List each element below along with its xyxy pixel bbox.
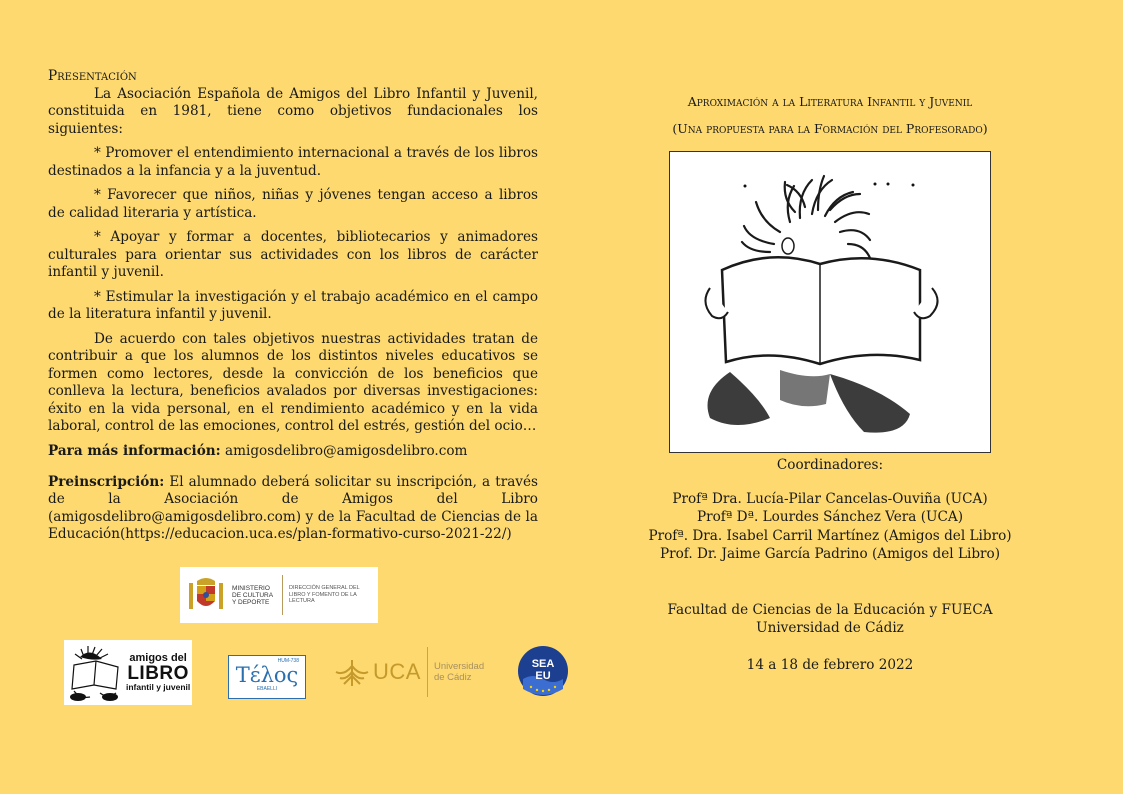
presentation-section	[48, 68, 538, 557]
coordinator-3: Profª. Dra. Isabel Carril Martínez (Amigos del Libro)	[648, 527, 1012, 544]
child-reading-drawing	[670, 152, 990, 452]
coordinators-list	[590, 490, 1070, 563]
telos-logo	[228, 655, 306, 699]
uca-univ-line1: Universidad	[433, 661, 485, 672]
amigos-line3: infantil y juvenil	[126, 682, 191, 693]
ministerio-direccion: DIRECCIÓN GENERAL DEL LIBRO Y FOMENTO DE LA LECTURA	[289, 585, 360, 605]
info-line	[48, 443, 538, 461]
organizer-section	[590, 602, 1070, 637]
amigos-line1: amigos del	[129, 652, 187, 665]
uca-university-name	[434, 661, 484, 683]
course-dates: 14 a 18 de febrero 2022	[746, 657, 914, 673]
ministerio-separator	[282, 575, 283, 615]
sea-eu-logo	[517, 645, 569, 697]
child-reading-illustration	[669, 151, 991, 453]
info-label: Para más información:	[48, 442, 221, 459]
coordinator-4: Prof. Dr. Jaime García Padrino (Amigos del Libro)	[659, 545, 1001, 562]
course-subtitle: (Una propuesta para la Formación del Profesorado)	[672, 121, 988, 136]
ministerio-logo	[180, 567, 378, 623]
amigos-line2: LIBRO	[127, 663, 189, 685]
open-book	[722, 257, 920, 364]
hair-strokes	[742, 176, 870, 258]
legs-and-shoes	[708, 370, 911, 433]
uca-univ-line2: de Cádiz	[433, 672, 472, 683]
coordinator-2: Profª Dª. Lourdes Sánchez Vera (UCA)	[696, 509, 964, 526]
child-reading-icon	[66, 643, 124, 703]
uca-wordmark: UCA	[373, 659, 421, 684]
coordinator-1: Profª Dra. Lucía-Pilar Cancelas-Ouviña (UCA)	[672, 491, 988, 508]
spain-coat-of-arms-icon	[186, 575, 226, 615]
course-title: Aproximación a la Literatura Infantil y Juvenil	[687, 94, 973, 109]
coordinators-label: Coordinadores:	[776, 457, 884, 473]
objective-4: * Estimular la investigación y el trabajo académico en el campo de la literatura infantil y juvenil.	[48, 288, 538, 322]
telos-sub: EBAELLI	[256, 686, 278, 692]
objective-1: * Promover el entendimiento internacional a través de los libros destinados a la infancia y a la juventud.	[48, 145, 538, 179]
telos-name: Τέλος	[235, 663, 299, 687]
objective-2: * Favorecer que niños, niñas y jóvenes tengan acceso a libros de calidad literaria y artística.	[48, 187, 538, 221]
amigos-del-libro-logo	[64, 640, 192, 705]
objective-3: * Apoyar y formar a docentes, bibliotecarios y animadores culturales para orientar sus actividades con los libros de carácter infantil y juvenil.	[48, 229, 538, 280]
preinscription-paragraph	[48, 474, 538, 544]
ministerio-name: MINISTERIO DE CULTURA Y DEPORTE	[232, 584, 273, 606]
sea-eu-line1: SEA	[531, 658, 555, 670]
intro-paragraph: La Asociación Española de Amigos del Libro Infantil y Juvenil, constituida en 1981, tiene como objetivos fundacionales los siguientes:	[48, 85, 538, 137]
telos-code: HUM-738	[277, 658, 299, 664]
uca-logo	[334, 644, 504, 700]
presentation-heading: Presentación	[48, 68, 137, 84]
universidad-name: Universidad de Cádiz	[756, 619, 904, 636]
amigos-wordmark	[126, 653, 190, 692]
uca-emblem-icon	[334, 656, 370, 688]
ear	[782, 238, 794, 254]
uca-separator	[427, 647, 428, 697]
preinscription-text: El alumnado deberá solicitar su inscripción, a través de la Asociación de Amigos del Libro (amigosdelibro@amigosdelibro.com) y de la Facultad de Ciencias de la Educación(https://educacion.uca.es/plan-formativo-curso-2021-22/)	[48, 473, 538, 543]
activities-paragraph: De acuerdo con tales objetivos nuestras actividades tratan de contribuir a que los alumnos de los distintos niveles educativos se formen como lectores, desde la convicción de los beneficios que conlleva la lectura, beneficios avalados por diversas investigaciones: éxito en la vida personal, en el rendimiento académico y en la vida laboral, control de las emociones, control del estrés, gestión del ocio…	[48, 330, 538, 434]
sea-eu-line2: EU	[535, 670, 551, 682]
preinscription-label: Preinscripción:	[48, 473, 165, 490]
coordinators-section	[590, 456, 1070, 563]
facultad-name: Facultad de Ciencias de la Educación y FUECA	[667, 602, 993, 618]
info-email[interactable]: amigosdelibro@amigosdelibro.com	[225, 442, 468, 459]
